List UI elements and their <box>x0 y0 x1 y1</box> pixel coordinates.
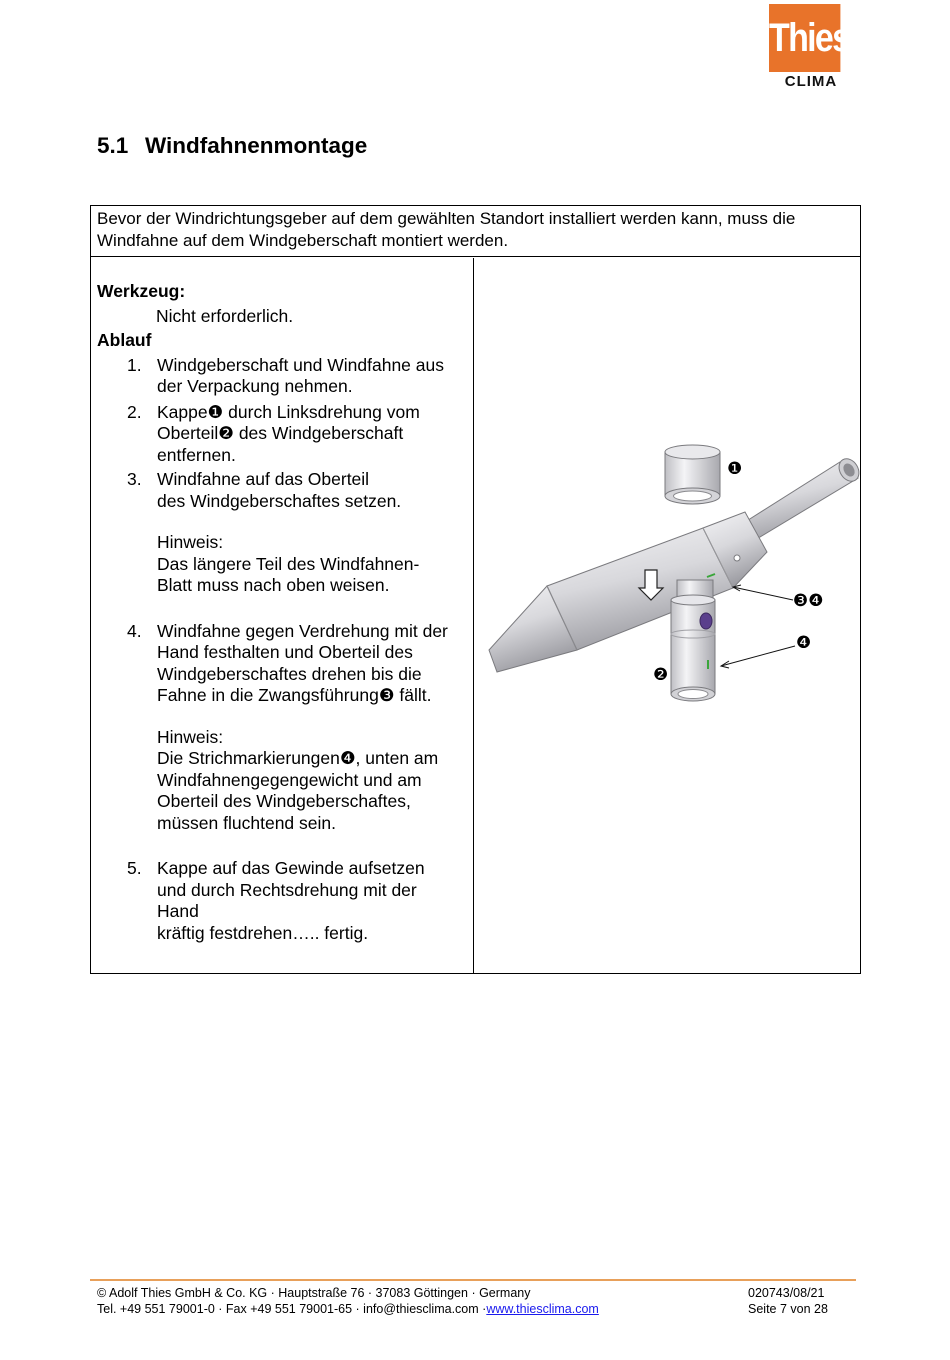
assembly-illustration <box>475 440 875 730</box>
doc-number: 020743/08/21 <box>748 1286 825 1300</box>
procedure-column <box>97 258 471 944</box>
footer-contact <box>97 1301 599 1317</box>
footer-address <box>97 1285 599 1317</box>
note-2 <box>97 727 471 835</box>
leader-arrows <box>721 585 795 668</box>
note-line: Die Strichmarkierungen❹, unten am <box>157 748 439 768</box>
note-line: Blatt muss nach oben weisen. <box>157 575 390 595</box>
footer-company: © Adolf Thies GmbH & Co. KG · Hauptstraße 76 · 37083 Göttingen · Germany <box>97 1286 531 1300</box>
step-line: Windfahne gegen Verdrehung mit der <box>157 620 448 641</box>
step-number: 2. <box>127 401 142 422</box>
step-line: Windgeberschaftes drehen bis die <box>157 663 422 684</box>
shaft-top-part-2 <box>671 580 715 701</box>
page-number: Seite 7 von 28 <box>748 1302 828 1316</box>
step-line: Windgeberschaft und Windfahne aus <box>157 354 444 375</box>
callout-2: ❷ <box>653 665 669 685</box>
step-line: Oberteil❷ des Windgeberschaft <box>157 423 404 443</box>
step-line: der Verpackung nehmen. <box>157 376 353 396</box>
cap-part-1 <box>665 445 720 504</box>
step-line: Hand festhalten und Oberteil des <box>157 642 413 662</box>
step-5 <box>97 858 471 944</box>
note-label: Hinweis: <box>157 726 224 747</box>
procedure-label: Ablauf <box>97 330 152 350</box>
step-line: des Windgeberschaftes setzen. <box>157 490 402 511</box>
note-line: Oberteil des Windgeberschaftes, <box>157 791 411 811</box>
step-number: 1. <box>127 354 142 375</box>
step-line: Fahne in die Zwangsführung❸ fällt. <box>157 685 432 705</box>
vane-rod <box>745 455 863 540</box>
step-number: 5. <box>127 858 142 878</box>
step-2 <box>97 402 471 467</box>
logo-sub: CLIMA <box>784 73 838 90</box>
note-1 <box>97 532 471 597</box>
note-label: Hinweis: <box>157 532 224 552</box>
callout-1: ❶ <box>727 459 743 479</box>
footer-rule <box>90 1279 856 1281</box>
note-line: müssen fluchtend sein. <box>157 812 336 833</box>
step-number: 4. <box>127 620 142 641</box>
step-line: kräftig festdrehen….. fertig. <box>157 922 369 943</box>
step-line: Windfahne auf das Oberteil <box>157 469 370 489</box>
website-link[interactable]: www.thiesclima.com <box>486 1302 599 1316</box>
step-line: Kappe auf das Gewinde aufsetzen <box>157 858 425 878</box>
column-divider <box>473 258 474 973</box>
section-title: Windfahnenmontage <box>145 133 368 158</box>
step-line: entfernen. <box>157 444 236 465</box>
section-number: 5.1 <box>97 133 129 158</box>
section-heading <box>97 133 367 159</box>
counterweight-body <box>489 512 767 672</box>
intro-text: Bevor der Windrichtungsgeber auf dem gewählten Standort installiert werden kann, muss die Windfahne auf dem Windgeberschaft montiert werden. <box>91 206 860 257</box>
step-line: Kappe❶ durch Linksdrehung vom <box>157 401 420 422</box>
thies-clima-logo <box>768 4 854 88</box>
callout-4: ❹ <box>796 633 812 653</box>
tools-label: Werkzeug: <box>97 281 186 301</box>
logo-brand: Thies <box>769 4 840 72</box>
step-line: Hand <box>157 901 199 921</box>
footer-phone-email: Tel. +49 551 79001-0 · Fax +49 551 79001-65 · info@thiesclima.com · <box>97 1302 487 1316</box>
tools-value: Nicht erforderlich. <box>156 305 294 326</box>
callout-3-4: ❸❹ <box>793 591 824 611</box>
footer-doc-info <box>748 1285 828 1317</box>
step-4 <box>97 621 471 707</box>
step-number: 3. <box>127 469 142 489</box>
step-1 <box>97 355 471 398</box>
step-3 <box>97 469 471 512</box>
note-line: Windfahnengegengewicht und am <box>157 769 422 790</box>
step-line: und durch Rechtsdrehung mit der <box>157 879 417 900</box>
note-line: Das längere Teil des Windfahnen- <box>157 553 420 574</box>
